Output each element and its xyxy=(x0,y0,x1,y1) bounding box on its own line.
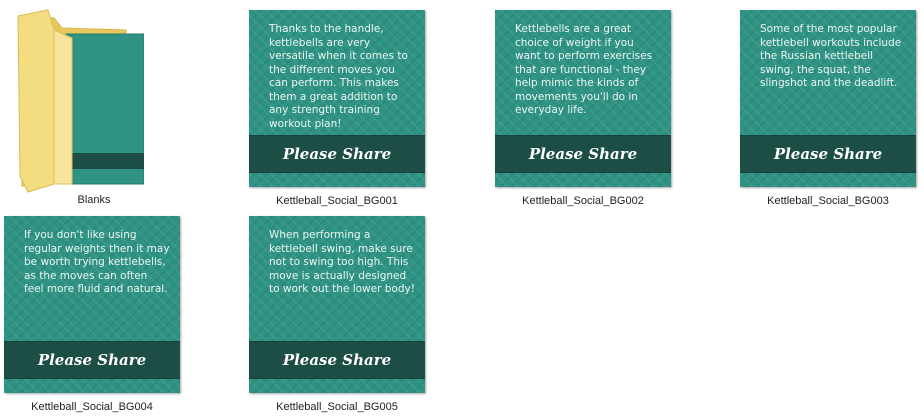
thumbnail-text: Kettlebells are a great choice of weight if you want to perform exercises that are functional - they help mimic the kinds of movements you'll do in everyday life. xyxy=(515,23,653,116)
file-item-bg003[interactable] xyxy=(733,10,923,207)
file-item-bg001[interactable] xyxy=(242,10,432,207)
please-share-band xyxy=(740,135,916,173)
folder-icon xyxy=(14,8,144,193)
file-label: Kettleball_Social_BG001 xyxy=(276,195,398,207)
banner-text: Please Share xyxy=(282,351,392,369)
file-label: Kettleball_Social_BG004 xyxy=(31,401,153,413)
file-label: Kettleball_Social_BG003 xyxy=(767,195,889,207)
file-item-bg005[interactable] xyxy=(242,216,432,413)
file-thumbnail xyxy=(740,10,916,187)
thumbnail-text: Thanks to the handle, kettlebells are very versatile when it comes to the different moves you can perform. This makes them a great addition to any strength training workout plan! xyxy=(269,23,408,130)
file-thumbnail xyxy=(249,216,425,393)
file-item-bg002[interactable] xyxy=(488,10,678,207)
banner-text: Please Share xyxy=(37,351,147,369)
banner-text: Please Share xyxy=(528,145,638,163)
banner-text: Please Share xyxy=(773,145,883,163)
folder-label: Blanks xyxy=(77,194,111,206)
file-label: Kettleball_Social_BG002 xyxy=(522,195,644,207)
please-share-band xyxy=(249,135,425,173)
thumbnail-text: If you don't like using regular weights then it may be worth trying kettlebells, as the moves can often feel more fluid and natural. xyxy=(24,229,170,295)
file-label: Kettleball_Social_BG005 xyxy=(276,401,398,413)
file-thumbnail xyxy=(495,10,671,187)
thumbnail-text: When performing a kettlebell swing, make sure not to swing too high. This move is actually designed to work out the lower body! xyxy=(269,229,415,295)
please-share-band xyxy=(4,341,180,379)
thumbnail-text: Some of the most popular kettlebell workouts include the Russian kettlebell swing, the squat, the slingshot and the deadlift. xyxy=(760,23,902,89)
please-share-band xyxy=(249,341,425,379)
please-share-band xyxy=(495,135,671,173)
file-thumbnail xyxy=(249,10,425,187)
file-item-bg004[interactable] xyxy=(0,216,187,413)
banner-text: Please Share xyxy=(282,145,392,163)
file-thumbnail xyxy=(4,216,180,393)
